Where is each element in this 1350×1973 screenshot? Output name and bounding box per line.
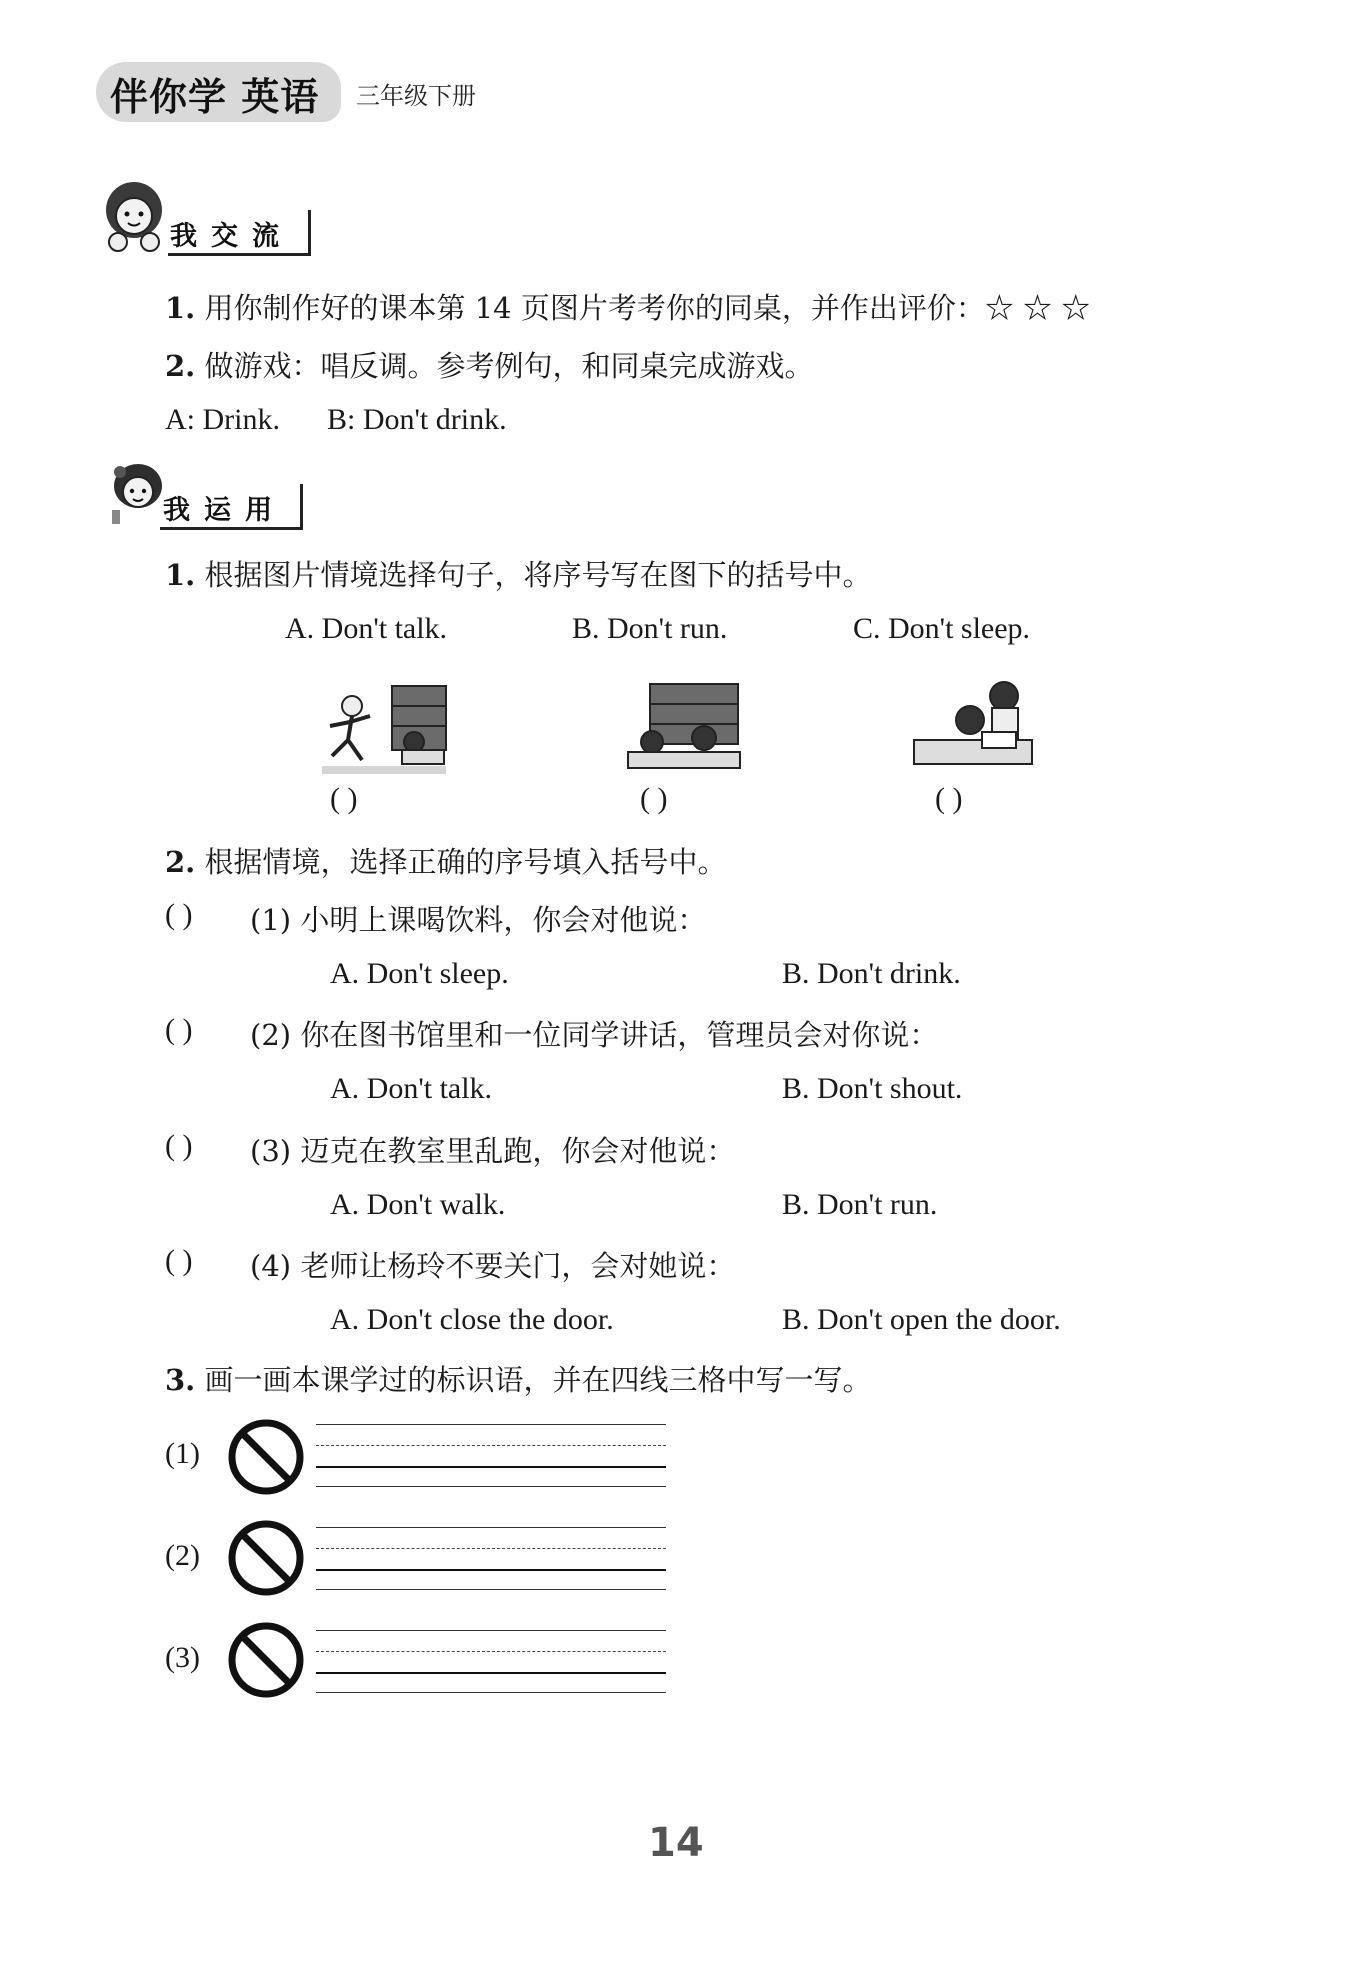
mascot-girl-icon <box>106 458 168 528</box>
grid-line <box>316 1692 666 1693</box>
q2-item-3-option-a: A. Don't walk. <box>330 1188 506 1221</box>
grid-line <box>316 1466 666 1468</box>
q1-answer-blank-2[interactable]: ( ) <box>640 782 668 815</box>
section-bar <box>300 484 303 530</box>
apply-q1: 1. 根据图片情境选择句子，将序号写在图下的括号中。 <box>165 558 872 592</box>
grid-line <box>316 1548 666 1549</box>
no-sign-icon[interactable] <box>227 1418 305 1496</box>
book-title: 伴你学 英语 <box>110 75 320 119</box>
book-subtitle: 三年级下册 <box>356 82 476 110</box>
section-heading-communicate: 我交流 <box>170 221 293 252</box>
q1-answer-blank-3[interactable]: ( ) <box>935 782 963 815</box>
grid-line <box>316 1672 666 1674</box>
q1-answer-blank-1[interactable]: ( ) <box>330 782 358 815</box>
example-a: A: Drink. <box>165 403 280 436</box>
q2-item-4-option-a: A. Don't close the door. <box>330 1303 614 1336</box>
q2-item-3: (3) 迈克在教室里乱跑，你会对他说： <box>250 1134 736 1168</box>
q3-label-1: (1) <box>165 1437 200 1470</box>
q2-answer-blank-2[interactable]: ( ) <box>165 1013 193 1046</box>
four-line-grid-1[interactable] <box>316 1424 666 1488</box>
q1-option-c: C. Don't sleep. <box>853 612 1031 645</box>
no-sign-icon[interactable] <box>227 1519 305 1597</box>
grid-line <box>316 1569 666 1571</box>
page-number: 14 <box>648 1820 704 1866</box>
grid-line <box>316 1424 666 1425</box>
section-underline <box>168 253 310 256</box>
no-sign-icon[interactable] <box>227 1621 305 1699</box>
picture-running-boy <box>318 682 452 778</box>
q2-item-2-option-b: B. Don't shout. <box>782 1072 963 1105</box>
section-heading-apply: 我运用 <box>163 495 286 526</box>
section-underline <box>160 527 302 530</box>
grid-line <box>316 1527 666 1528</box>
grid-line <box>316 1651 666 1652</box>
communicate-item-2: 2. 做游戏：唱反调。参考例句，和同桌完成游戏。 <box>165 349 814 383</box>
q2-item-1: (1) 小明上课喝饮料，你会对他说： <box>250 903 707 937</box>
q2-item-2-option-a: A. Don't talk. <box>330 1072 493 1105</box>
grid-line <box>316 1486 666 1487</box>
communicate-item-1: 1. 用你制作好的课本第 14 页图片考考你的同桌，并作出评价：☆ ☆ ☆ <box>165 291 1091 325</box>
q2-item-2: (2) 你在图书馆里和一位同学讲话，管理员会对你说： <box>250 1018 939 1052</box>
picture-talking-children <box>620 680 748 776</box>
grid-line <box>316 1630 666 1631</box>
q2-item-1-option-b: B. Don't drink. <box>782 957 961 990</box>
picture-sleeping-child <box>912 676 1038 776</box>
apply-q2: 2. 根据情境，选择正确的序号填入括号中。 <box>165 845 727 879</box>
four-line-grid-2[interactable] <box>316 1527 666 1591</box>
example-b: B: Don't drink. <box>327 403 507 436</box>
q1-option-b: B. Don't run. <box>572 612 728 645</box>
q1-option-a: A. Don't talk. <box>285 612 448 645</box>
q3-label-3: (3) <box>165 1641 200 1674</box>
q2-item-3-option-b: B. Don't run. <box>782 1188 938 1221</box>
q2-answer-blank-1[interactable]: ( ) <box>165 898 193 931</box>
section-bar <box>308 210 311 256</box>
mascot-boy-icon <box>98 176 170 256</box>
grid-line <box>316 1589 666 1590</box>
q2-item-1-option-a: A. Don't sleep. <box>330 957 509 990</box>
q2-item-4-option-b: B. Don't open the door. <box>782 1303 1061 1336</box>
q3-label-2: (2) <box>165 1539 200 1572</box>
apply-q3: 3. 画一画本课学过的标识语，并在四线三格中写一写。 <box>165 1363 872 1397</box>
q2-answer-blank-4[interactable]: ( ) <box>165 1244 193 1277</box>
grid-line <box>316 1445 666 1446</box>
four-line-grid-3[interactable] <box>316 1630 666 1694</box>
q2-answer-blank-3[interactable]: ( ) <box>165 1129 193 1162</box>
q2-item-4: (4) 老师让杨玲不要关门，会对她说： <box>250 1249 736 1283</box>
